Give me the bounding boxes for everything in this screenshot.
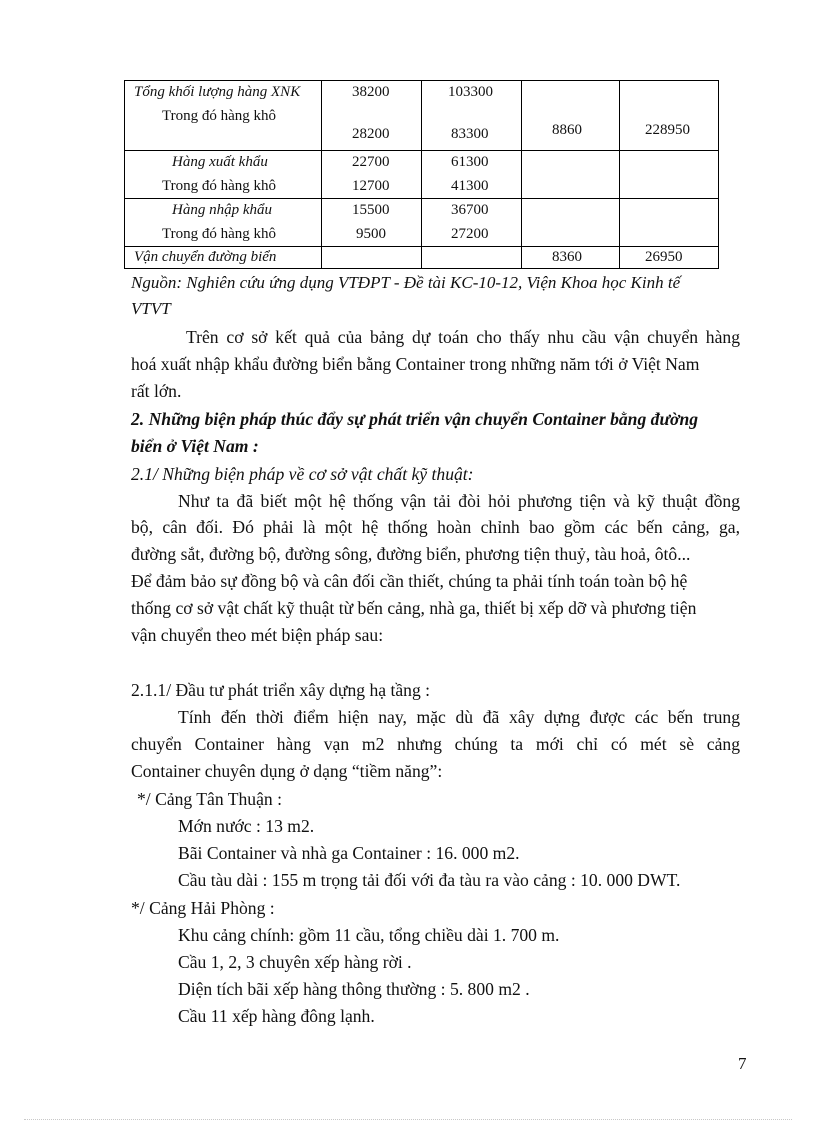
table-cell-value: 27200 bbox=[451, 226, 489, 242]
table-border bbox=[321, 80, 322, 269]
section-heading: biển ở Việt Nam : bbox=[131, 436, 259, 456]
paragraph-line: Để đảm bảo sự đồng bộ và cân đối cần thiết, chúng ta phải tính toán toàn bộ hệ bbox=[131, 571, 688, 591]
paragraph-line: bộ, cân đối. Đó phải là một hệ thống hoàn chỉnh bao gồm các bến cảng, ga, bbox=[131, 517, 740, 537]
subsection-heading: 2.1/ Những biện pháp về cơ sở vật chất kỹ thuật: bbox=[131, 464, 474, 484]
paragraph-line: hoá xuất nhập khẩu đường biển bằng Container trong những năm tới ở Việt Nam bbox=[131, 354, 700, 374]
table-cell-value: 15500 bbox=[352, 202, 390, 218]
paragraph-line: thống cơ sở vật chất kỹ thuật từ bến cảng, nhà ga, thiết bị xếp dỡ và phương tiện bbox=[131, 598, 697, 618]
table-border bbox=[619, 80, 620, 269]
table-border bbox=[718, 80, 719, 269]
table-cell-value: 61300 bbox=[451, 154, 489, 170]
table-border bbox=[124, 80, 719, 81]
table-border bbox=[124, 268, 719, 269]
table-cell-value: 8860 bbox=[552, 122, 582, 138]
table-cell-value: 228950 bbox=[645, 122, 690, 138]
source-note: Nguồn: Nghiên cứu ứng dụng VTĐPT - Đề tài KC-10-12, Viện Khoa học Kinh tế bbox=[131, 273, 681, 292]
paragraph-line: rất lớn. bbox=[131, 381, 182, 401]
table-cell-value: 22700 bbox=[352, 154, 390, 170]
paragraph-line: Tính đến thời điểm hiện nay, mặc dù đã xây dựng được các bến trung bbox=[178, 707, 740, 727]
table-border bbox=[521, 80, 522, 269]
list-item: Cầu tàu dài : 155 m trọng tải đối với đa tàu ra vào cảng : 10. 000 DWT. bbox=[178, 870, 681, 890]
table-cell-value: 41300 bbox=[451, 178, 489, 194]
table-cell-value: 36700 bbox=[451, 202, 489, 218]
table-cell-value: 38200 bbox=[352, 84, 390, 100]
table-cell-label: Trong đó hàng khô bbox=[162, 108, 277, 124]
data-table bbox=[124, 80, 719, 269]
list-item: Khu cảng chính: gồm 11 cầu, tổng chiều dài 1. 700 m. bbox=[178, 925, 560, 945]
paragraph-line: chuyển Container hàng vạn m2 nhưng chúng ta mới chỉ có mét sè cảng bbox=[131, 734, 740, 754]
paragraph-line: Như ta đã biết một hệ thống vận tải đòi hỏi phương tiện và kỹ thuật đồng bbox=[178, 491, 740, 511]
table-cell-value: 12700 bbox=[352, 178, 390, 194]
table-cell-value: 103300 bbox=[448, 84, 493, 100]
table-cell-value: 8360 bbox=[552, 249, 582, 265]
paragraph-line: Trên cơ sở kết quả của bảng dự toán cho thấy nhu cầu vận chuyển hàng bbox=[186, 327, 740, 347]
table-cell-value: 28200 bbox=[352, 126, 390, 142]
table-cell-label: Trong đó hàng khô bbox=[162, 178, 277, 194]
table-cell-value: 9500 bbox=[356, 226, 386, 242]
port-title: */ Cảng Hải Phòng : bbox=[131, 898, 275, 918]
table-cell-label: Hàng nhập khẩu bbox=[172, 202, 272, 218]
section-heading: 2. Những biện pháp thúc đẩy sự phát triển vận chuyển Container bằng đường bbox=[131, 409, 699, 429]
table-cell-label: Vận chuyển đường biển bbox=[134, 249, 277, 265]
table-border bbox=[421, 80, 422, 269]
page-bottom-rule bbox=[24, 1119, 792, 1120]
table-cell-label: Hàng xuất khẩu bbox=[172, 154, 268, 170]
source-note: VTVT bbox=[131, 299, 171, 318]
paragraph-line: đường sắt, đường bộ, đường sông, đường biển, phương tiện thuỷ, tàu hoả, ôtô... bbox=[131, 544, 691, 564]
port-title: */ Cảng Tân Thuận : bbox=[137, 789, 282, 809]
table-cell-label: Trong đó hàng khô bbox=[162, 226, 277, 242]
paragraph-line: vận chuyển theo mét biện pháp sau: bbox=[131, 625, 384, 645]
table-border bbox=[124, 198, 719, 199]
table-cell-value: 83300 bbox=[451, 126, 489, 142]
list-item: Mớn nước : 13 m2. bbox=[178, 816, 315, 836]
subsection-heading: 2.1.1/ Đầu tư phát triển xây dựng hạ tầng : bbox=[131, 680, 431, 700]
table-border bbox=[124, 150, 719, 151]
page-number: 7 bbox=[738, 1054, 747, 1073]
paragraph-line: Container chuyên dụng ở dạng “tiềm năng”: bbox=[131, 761, 443, 781]
list-item: Cầu 1, 2, 3 chuyên xếp hàng rời . bbox=[178, 952, 412, 972]
table-cell-value: 26950 bbox=[645, 249, 683, 265]
table-cell-label: Tổng khối lượng hàng XNK bbox=[134, 84, 301, 100]
list-item: Cầu 11 xếp hàng đông lạnh. bbox=[178, 1006, 375, 1026]
list-item: Bãi Container và nhà ga Container : 16. 000 m2. bbox=[178, 843, 520, 863]
table-border bbox=[124, 80, 125, 269]
list-item: Diện tích bãi xếp hàng thông thường : 5. 800 m2 . bbox=[178, 979, 530, 999]
